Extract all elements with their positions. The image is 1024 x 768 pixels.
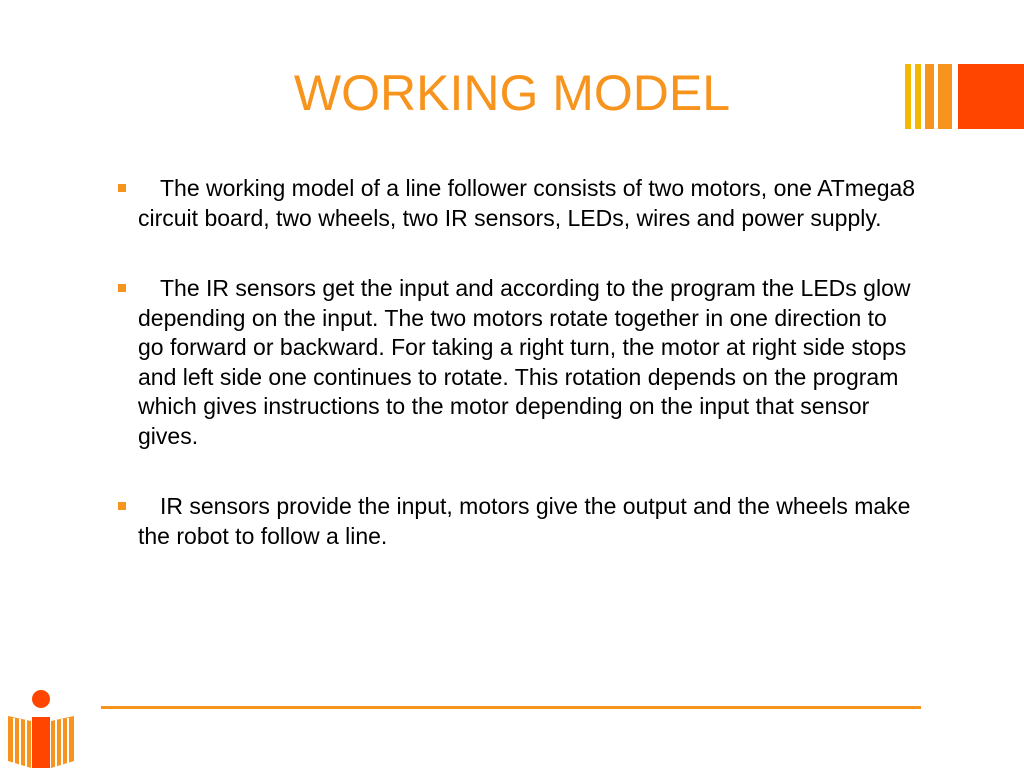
square-bullet-icon	[118, 184, 126, 192]
list-item	[118, 274, 918, 451]
bullet-text: The IR sensors get the input and according to the program the LEDs glow depending on the input. The two motors rotate together in one direction to go forward or backward. For taking a right turn, the motor at right side stops and left side one continues to rotate. This rotation depends on the program which gives instructions to the motor depending on the input that sensor gives.	[138, 275, 911, 449]
slide-title: WORKING MODEL	[293, 65, 731, 121]
list-item	[118, 492, 918, 551]
square-bullet-icon	[118, 502, 126, 510]
footer-divider	[101, 706, 921, 709]
bullet-list	[118, 174, 918, 592]
bullet-text: The working model of a line follower consists of two motors, one ATmega8 circuit board, two wheels, two IR sensors, LEDs, wires and power supply.	[138, 175, 916, 231]
stripes-decoration-icon	[901, 64, 1024, 129]
square-bullet-icon	[118, 284, 126, 292]
list-item	[118, 174, 918, 233]
book-person-logo-icon	[6, 688, 76, 768]
bullet-text: IR sensors provide the input, motors give the output and the wheels make the robot to follow a line.	[138, 493, 911, 549]
